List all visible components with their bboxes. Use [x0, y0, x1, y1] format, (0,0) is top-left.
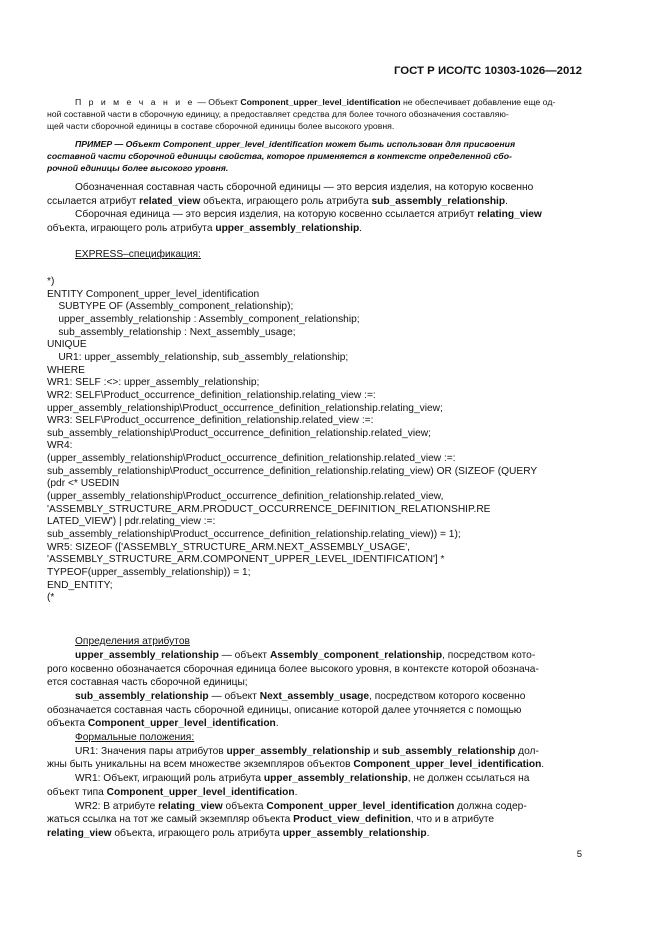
attr-name: upper_assembly_relationship	[75, 650, 219, 661]
attr-name: upper_assembly_relationship	[282, 828, 427, 839]
code-line: UR1: upper_assembly_relationship, sub_assembly_relationship;	[47, 351, 349, 363]
text: объекта, играющего роль атрибута	[200, 196, 372, 207]
attr2-line-1	[75, 690, 525, 703]
attr-name: relating_view	[158, 801, 223, 812]
code-line: sub_assembly_relationship\Product_occurrence_definition_relationship.relating_view)) = 1);	[47, 529, 461, 540]
attr-name: relating_view	[47, 828, 112, 839]
code-line: END_ENTITY;	[47, 579, 113, 591]
wr1-line-1	[75, 772, 529, 785]
code-line: WR2: SELF\Product_occurrence_definition_relationship.relating_view :=:	[47, 389, 376, 401]
attr1-line-3: ется составная часть сборочной единицы;	[47, 677, 248, 688]
example-line-2: составной части сборочной единицы свойства, которое применяется в контексте определенной сбо-	[47, 151, 512, 161]
text: WR2: В атрибуте	[75, 801, 159, 812]
para1-line-1: Обозначенная составная часть сборочной единицы — это версия изделия, на которую косвенно	[75, 182, 534, 193]
text: ссылается атрибут	[47, 196, 140, 207]
attr-type: Product_view_definition	[293, 814, 411, 825]
note-label: П р и м е ч а н и е	[75, 97, 195, 107]
text: .	[359, 223, 363, 234]
attr-heading: Определения атрибутов	[75, 636, 190, 647]
code-line: 'ASSEMBLY_STRUCTURE_ARM.PRODUCT_OCCURRENCE_DEFINITION_RELATIONSHIP.RE	[47, 503, 491, 515]
code-line: WR5: SIZEOF (['ASSEMBLY_STRUCTURE_ARM.NEXT_ASSEMBLY_USAGE',	[47, 541, 410, 553]
text: объекта	[47, 718, 88, 729]
text: , что и в атрибуте	[410, 814, 495, 825]
example-line-3: рочной единицы более высокого уровня.	[47, 163, 229, 173]
code-line: sub_assembly_relationship : Next_assembly_usage;	[47, 326, 296, 338]
text: должна содер-	[454, 801, 527, 812]
text: UR1: Значения пары атрибутов	[75, 746, 227, 757]
code-line: SUBTYPE OF (Assembly_component_relationship);	[47, 301, 294, 313]
attr-type: Next_assembly_usage	[259, 691, 370, 702]
express-heading: EXPRESS–спецификация:	[75, 249, 201, 260]
text: , посредством кото-	[442, 650, 536, 661]
formal-heading: Формальные положения:	[75, 732, 195, 743]
wr2-line-2	[47, 813, 494, 826]
text: дол-	[515, 746, 539, 757]
code-line: WR4:	[47, 440, 73, 452]
note-entity: Component_upper_level_identification	[240, 97, 401, 107]
text: жны быть уникальны на всем множестве экземпляров объектов	[47, 759, 354, 770]
text: .	[541, 759, 545, 770]
code-line: 'ASSEMBLY_STRUCTURE_ARM.COMPONENT_UPPER_LEVEL_IDENTIFICATION'] *	[47, 554, 445, 566]
text: — объект	[218, 650, 270, 661]
document-header: ГОСТ Р ИСО/ТС 10303-1026—2012	[393, 65, 582, 77]
attr-type: Component_upper_level_identification	[106, 787, 295, 798]
text: .	[275, 718, 279, 729]
attr2-line-3	[47, 717, 279, 730]
attr1-line-2: рого косвенно обозначается сборочная единица более высокого уровня, в контексте которой обознача-	[47, 664, 539, 675]
note-line-1	[75, 97, 555, 109]
note-line-2: ной составной части в сборочную единицу, а предоставляет средства для более точного обозначения составляю-	[47, 109, 509, 119]
text: .	[426, 828, 430, 839]
ur1-line-2	[47, 758, 544, 771]
wr1-line-2	[47, 786, 297, 799]
page-number: 5	[576, 849, 582, 860]
ur1-line-1	[75, 745, 539, 758]
attr-name: upper_assembly_relationship	[263, 773, 408, 784]
code-line: upper_assembly_relationship\Product_occurrence_definition_relationship.relating_view;	[47, 402, 443, 414]
code-line: sub_assembly_relationship\Product_occurrence_definition_relationship.relating_view) OR (SIZEOF (QUERY	[47, 465, 538, 477]
text: объекта, играющего роль атрибута	[111, 828, 283, 839]
text: .	[294, 787, 298, 798]
text: , посредством которого косвенно	[369, 691, 526, 702]
attr-type: Component_upper_level_identification	[353, 759, 542, 770]
code-line: (upper_assembly_relationship\Product_occurrence_definition_relationship.related_view :=:	[47, 453, 456, 465]
code-line: WR1: SELF :<>: upper_assembly_relationship;	[47, 377, 260, 389]
attr-name: sub_assembly_relationship	[381, 746, 516, 757]
text: WR1: Объект, играющий роль атрибута	[75, 773, 264, 784]
code-line: (upper_assembly_relationship\Product_occurrence_definition_relationship.related_view,	[47, 491, 444, 503]
text: .	[505, 196, 508, 207]
text: жаться ссылка на тот же самый экземпляр объекта	[47, 814, 294, 825]
note-text: не обеспечивает добавление еще од-	[400, 97, 556, 107]
text: объекта, играющего роль атрибута	[47, 223, 216, 234]
attr-type: Component_upper_level_identification	[87, 718, 276, 729]
code-line: UNIQUE	[47, 339, 87, 351]
text: и	[370, 746, 382, 757]
wr2-line-1	[75, 800, 527, 813]
code-line: WR3: SELF\Product_occurrence_definition_relationship.related_view :=:	[47, 415, 374, 427]
attr-ref: related_view	[139, 196, 201, 207]
text: , не должен ссылаться на	[407, 773, 530, 784]
code-line: sub_assembly_relationship\Product_occurrence_definition_relationship.related_view;	[47, 427, 431, 439]
note-text: — Объект	[194, 97, 241, 107]
code-line: (pdr <* USEDIN	[47, 478, 120, 490]
para1-line-2	[47, 195, 508, 208]
attr-ref: upper_assembly_relationship	[215, 223, 360, 234]
code-line: ENTITY Component_upper_level_identification	[47, 288, 260, 300]
attr-name: sub_assembly_relationship	[75, 691, 209, 702]
attr-name: upper_assembly_relationship	[226, 746, 371, 757]
attr-type: Component_upper_level_identification	[266, 801, 455, 812]
code-line: LATED_VIEW') | pdr.relating_view :=:	[47, 516, 216, 528]
attr-ref: sub_assembly_relationship	[371, 196, 506, 207]
text: — объект	[208, 691, 260, 702]
wr2-line-3	[47, 827, 429, 840]
code-line: upper_assembly_relationship : Assembly_component_relationship;	[47, 313, 360, 325]
attr-type: Assembly_component_relationship	[269, 650, 443, 661]
attr2-line-2: обозначается составная часть сборочной единицы, описание которой далее уточняется с помощью	[47, 705, 522, 716]
note-line-3: щей части сборочной единицы в составе сборочной единицы более высокого уровня.	[47, 121, 395, 131]
text: Сборочная единица — это версия изделия, на которую косвенно ссылается атрибут	[75, 209, 478, 220]
para2-line-1	[75, 208, 542, 221]
example-line-1: ПРИМЕР — Объект Component_upper_level_identification может быть использован для присвоения	[75, 139, 516, 149]
code-line: *)	[47, 276, 55, 287]
code-line: WHERE	[47, 364, 85, 376]
text: объект типа	[47, 787, 107, 798]
para2-line-2	[47, 222, 362, 235]
text: объекта	[222, 801, 267, 812]
code-line: TYPEOF(upper_assembly_relationship)) = 1;	[47, 566, 251, 578]
attr-ref: relating_view	[477, 209, 542, 220]
attr1-line-1	[75, 649, 535, 662]
code-line: (*	[47, 592, 55, 604]
